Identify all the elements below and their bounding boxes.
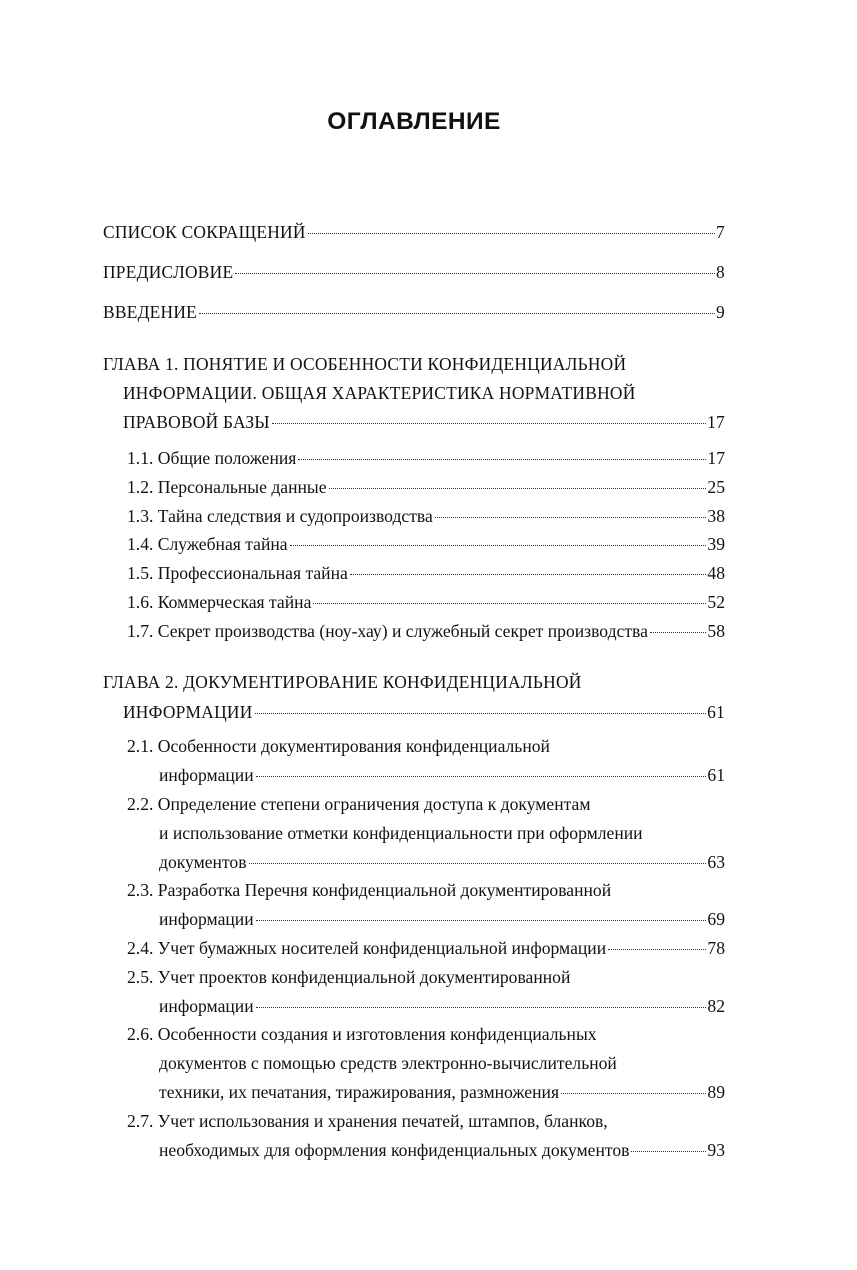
toc-section-2-4[interactable] (127, 935, 725, 961)
dot-leader (298, 459, 706, 460)
entry-title: информации (159, 996, 254, 1016)
page-number: 61 (707, 765, 725, 785)
page-number: 78 (707, 938, 725, 958)
page-number: 93 (707, 1140, 725, 1160)
toc-section-2-1-line[interactable]: 2.1. Особенности документирования конфиденциальной (127, 736, 550, 756)
dot-leader (308, 233, 715, 234)
entry-title: техники, их печатания, тиражирования, размножения (159, 1082, 560, 1102)
entry-title: ПРАВОВОЙ БАЗЫ (123, 412, 270, 432)
page-number: 17 (707, 448, 725, 468)
page-number: 38 (707, 506, 725, 526)
toc-section-2-7[interactable] (159, 1137, 725, 1163)
toc-chapter-2-line[interactable]: ГЛАВА 2. ДОКУМЕНТИРОВАНИЕ КОНФИДЕНЦИАЛЬНОЙ (103, 672, 582, 692)
dot-leader (256, 920, 707, 921)
page-number: 69 (707, 909, 725, 929)
dot-leader (272, 423, 706, 424)
page-number: 52 (707, 592, 725, 612)
toc-section-2-6-line[interactable]: документов с помощью средств электронно-вычислительной (159, 1053, 617, 1073)
toc-chapter-1-line[interactable]: ГЛАВА 1. ПОНЯТИЕ И ОСОБЕННОСТИ КОНФИДЕНЦИАЛЬНОЙ (103, 354, 627, 374)
page-number: 61 (707, 702, 725, 722)
toc-section-2-3-line[interactable]: 2.3. Разработка Перечня конфиденциальной документированной (127, 880, 612, 900)
entry-title: 1.7. Секрет производства (ноу-хау) и служебный секрет производства (127, 621, 648, 641)
dot-leader (631, 1151, 706, 1152)
page-number: 9 (716, 302, 725, 322)
entry-title: необходимых для оформления конфиденциальных документов (159, 1140, 630, 1160)
toc-section-1-7[interactable] (127, 618, 725, 644)
entry-title: СПИСОК СОКРАЩЕНИЙ (103, 222, 306, 242)
toc-section-2-5[interactable] (159, 993, 725, 1019)
toc-section-2-3[interactable] (159, 906, 725, 932)
page-number: 8 (716, 262, 725, 282)
dot-leader (249, 863, 707, 864)
page-number: 82 (707, 996, 725, 1016)
entry-title: ИНФОРМАЦИИ (123, 702, 253, 722)
dot-leader (235, 273, 715, 274)
entry-title: ВВЕДЕНИЕ (103, 302, 198, 322)
toc-section-1-5[interactable] (127, 560, 725, 586)
entry-title: 1.1. Общие положения (127, 448, 297, 468)
toc-chapter-1[interactable] (123, 409, 725, 435)
toc-section-2-2-line[interactable]: 2.2. Определение степени ограничения доступа к документам (127, 794, 591, 814)
entry-title: 1.3. Тайна следствия и судопроизводства (127, 506, 433, 526)
toc-chapter-1-line[interactable]: ИНФОРМАЦИИ. ОБЩАЯ ХАРАКТЕРИСТИКА НОРМАТИВНОЙ (123, 383, 636, 403)
toc-section-2-1[interactable] (159, 762, 725, 788)
page-number: 63 (707, 852, 725, 872)
entry-title: 1.6. Коммерческая тайна (127, 592, 312, 612)
entry-title: 2.4. Учет бумажных носителей конфиденциальной информации (127, 938, 607, 958)
page-number: 48 (707, 563, 725, 583)
page-number: 58 (707, 621, 725, 641)
page-number: 39 (707, 534, 725, 554)
entry-title: 1.4. Служебная тайна (127, 534, 288, 554)
toc-section-1-2[interactable] (127, 474, 725, 500)
toc-entry-introduction[interactable] (103, 299, 725, 325)
toc-section-2-2-line[interactable]: и использование отметки конфиденциальности при оформлении (159, 823, 643, 843)
dot-leader (313, 603, 706, 604)
page-title: ОГЛАВЛЕНИЕ (327, 108, 501, 135)
toc-section-1-4[interactable] (127, 531, 725, 557)
toc-section-2-6-line[interactable]: 2.6. Особенности создания и изготовления конфиденциальных (127, 1024, 597, 1044)
dot-leader (256, 1007, 707, 1008)
toc-section-1-6[interactable] (127, 589, 725, 615)
page-number: 89 (707, 1082, 725, 1102)
dot-leader (256, 776, 707, 777)
entry-title: информации (159, 909, 254, 929)
dot-leader (350, 574, 707, 575)
toc-section-2-7-line[interactable]: 2.7. Учет использования и хранения печатей, штампов, бланков, (127, 1111, 608, 1131)
toc-entry-preface[interactable] (103, 259, 725, 285)
toc-section-1-1[interactable] (127, 445, 725, 471)
dot-leader (650, 632, 706, 633)
entry-title: информации (159, 765, 254, 785)
dot-leader (329, 488, 707, 489)
toc-entry-abbreviations[interactable] (103, 219, 725, 245)
entry-title: 1.2. Персональные данные (127, 477, 327, 497)
toc-section-2-2[interactable] (159, 849, 725, 875)
dot-leader (199, 313, 715, 314)
entry-title: ПРЕДИСЛОВИЕ (103, 262, 234, 282)
toc-section-2-6[interactable] (159, 1079, 725, 1105)
entry-title: документов (159, 852, 247, 872)
toc-chapter-2[interactable] (123, 699, 725, 725)
page-number: 25 (707, 477, 725, 497)
dot-leader (608, 949, 706, 950)
dot-leader (561, 1093, 706, 1094)
toc-section-2-5-line[interactable]: 2.5. Учет проектов конфиденциальной документированной (127, 967, 571, 987)
dot-leader (255, 713, 707, 714)
dot-leader (435, 517, 707, 518)
toc-section-1-3[interactable] (127, 503, 725, 529)
entry-title: 1.5. Профессиональная тайна (127, 563, 348, 583)
dot-leader (290, 545, 707, 546)
page-number: 17 (707, 412, 725, 432)
page-number: 7 (716, 222, 725, 242)
